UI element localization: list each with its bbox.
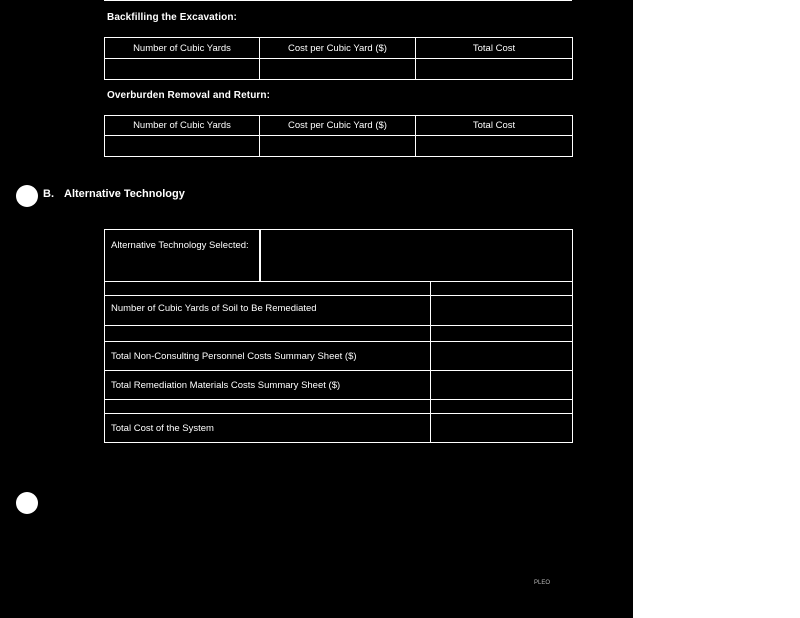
spacer-row-3-value	[431, 400, 573, 414]
overburden-cost-per-yard-cell[interactable]	[260, 136, 416, 157]
personnel-costs-label: Total Non-Consulting Personnel Costs Summary Sheet ($)	[105, 342, 431, 371]
overburden-header-cost-per-yard: Cost per Cubic Yard ($)	[260, 116, 416, 136]
system-total-value[interactable]	[431, 414, 573, 443]
materials-costs-value[interactable]	[431, 371, 573, 400]
personnel-costs-value[interactable]	[431, 342, 573, 371]
soil-yards-value[interactable]	[431, 296, 573, 326]
backfill-yards-cell[interactable]	[105, 59, 260, 80]
backfill-header-cost-per-yard: Cost per Cubic Yard ($)	[260, 38, 416, 59]
spacer-row-2-value	[431, 326, 573, 342]
spacer-row-1	[105, 282, 431, 296]
overburden-total-cell[interactable]	[416, 136, 573, 157]
backfill-header-yards: Number of Cubic Yards	[105, 38, 260, 59]
materials-costs-label: Total Remediation Materials Costs Summary Sheet ($)	[105, 371, 431, 400]
soil-yards-label: Number of Cubic Yards of Soil to Be Remediated	[105, 296, 431, 326]
system-total-label: Total Cost of the System	[105, 414, 431, 443]
binder-hole-bottom	[16, 492, 38, 514]
binder-hole-top	[16, 185, 38, 207]
alt-tech-selected-label: Alternative Technology Selected:	[105, 230, 260, 282]
backfill-table	[104, 37, 573, 80]
footer-mark: PLEO	[534, 580, 551, 586]
backfill-cost-per-yard-cell[interactable]	[260, 59, 416, 80]
overburden-heading: Overburden Removal and Return:	[107, 90, 271, 101]
overburden-header-yards: Number of Cubic Yards	[105, 116, 260, 136]
backfill-total-cell[interactable]	[416, 59, 573, 80]
top-rule	[104, 0, 572, 1]
backfill-header-total: Total Cost	[416, 38, 573, 59]
backfill-heading: Backfilling the Excavation:	[107, 12, 237, 23]
overburden-header-total: Total Cost	[416, 116, 573, 136]
section-b-letter: B.	[43, 188, 54, 200]
alternative-technology-table	[104, 229, 573, 443]
spacer-row-3	[105, 400, 431, 414]
spacer-row-1-value	[431, 282, 573, 296]
alt-tech-selected-value[interactable]	[260, 230, 573, 282]
spacer-row-2	[105, 326, 431, 342]
overburden-table	[104, 115, 573, 157]
section-b-title: Alternative Technology	[64, 188, 185, 200]
overburden-yards-cell[interactable]	[105, 136, 260, 157]
